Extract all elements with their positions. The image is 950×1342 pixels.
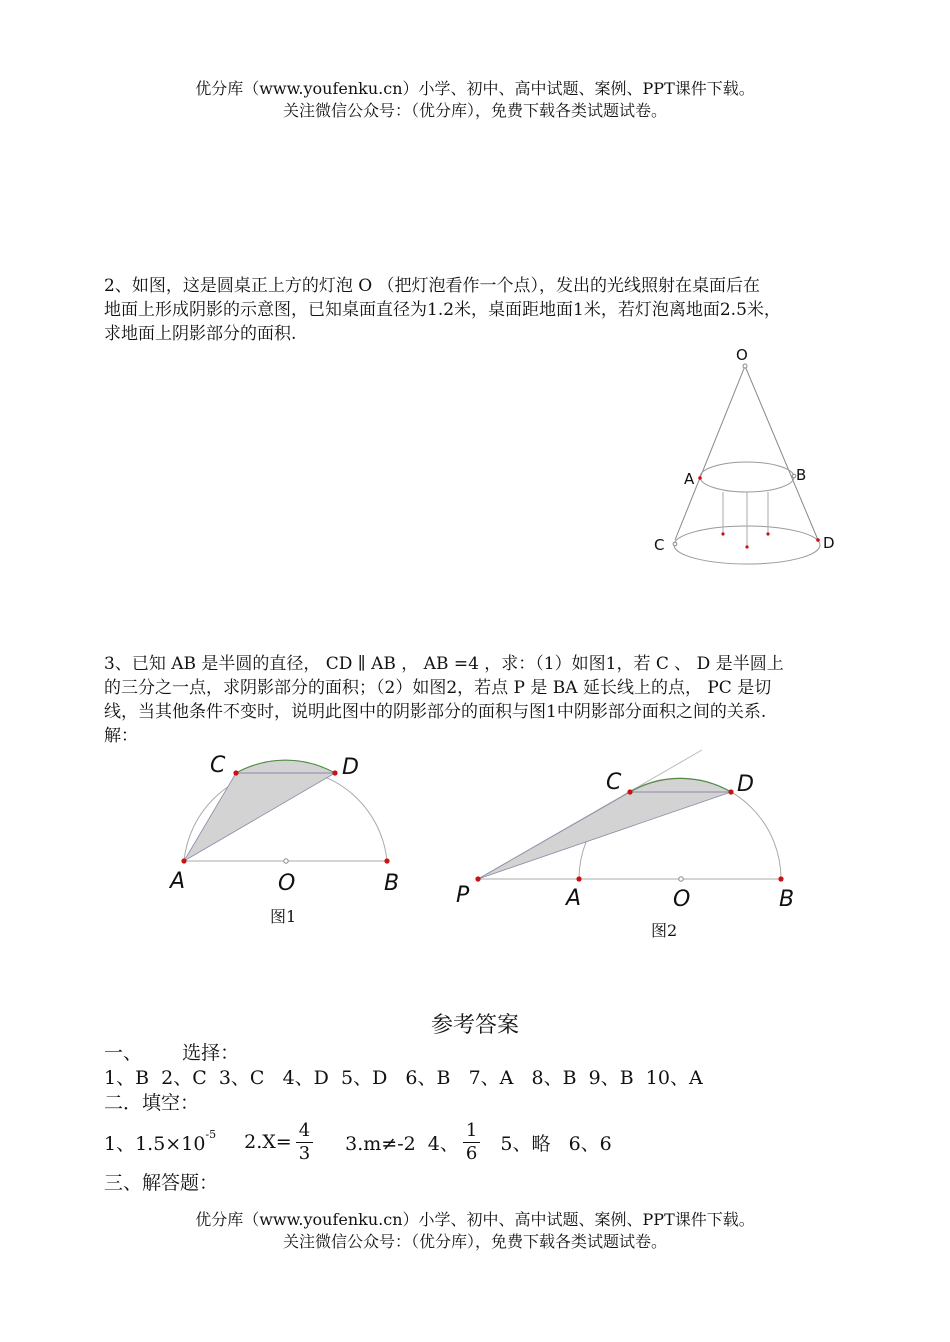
- lamp-table-figure: [640, 340, 850, 572]
- choice-answers: 1、B 2、C 3、C 4、D 5、D 6、B 7、A 8、B 9、B 10、A: [104, 1067, 703, 1089]
- light-ray-left: [675, 366, 745, 540]
- answers-section-3-heading: 三、解答题：: [104, 1172, 219, 1194]
- leg-foot-right: [766, 532, 769, 535]
- page-header: [0, 78, 950, 122]
- q3-line-3: 线，当其他条件不变时，说明此图中的阴影部分的面积与图1中阴影部分面积之间的关系.: [104, 702, 767, 722]
- leg-foot-left: [721, 532, 724, 535]
- label-o: O: [736, 346, 748, 364]
- q3-line-4: 解：: [104, 726, 138, 746]
- label-a: A: [566, 886, 582, 911]
- fill-answer-3-4: 3.m≠-2 4、: [345, 1132, 459, 1155]
- label-d: D: [823, 534, 835, 552]
- point-p: [475, 876, 480, 881]
- point-b: [778, 876, 783, 881]
- label-a: A: [684, 470, 695, 488]
- point-c: [233, 770, 238, 775]
- point-o: [679, 877, 683, 881]
- point-c: [673, 542, 677, 546]
- footer-line-1: 优分库（www.youfenku.cn）小学、初中、高中试题、案例、PPT课件下载。: [195, 1210, 755, 1229]
- point-b: [384, 858, 389, 863]
- label-a: A: [170, 869, 186, 894]
- label-p: P: [456, 883, 470, 908]
- fraction-numerator: 4: [296, 1120, 313, 1143]
- header-line-1: 优分库（www.youfenku.cn）小学、初中、高中试题、案例、PPT课件下载。: [195, 79, 755, 98]
- fill-answers: [104, 1114, 612, 1170]
- header-line-2: 关注微信公众号：（优分库），免费下载各类试题试卷。: [282, 101, 667, 120]
- q2-line-3: 求地面上阴影部分的面积.: [104, 324, 297, 344]
- q3-line-1: 3、已知 AB 是半圆的直径， CD ∥ AB ， AB =4 ，求：（1）如图1，若 C 、 D 是半圆上: [104, 654, 784, 674]
- label-d: D: [342, 755, 359, 780]
- fill-answer-1: 1、1.5×10: [104, 1132, 206, 1155]
- point-a: [576, 876, 581, 881]
- answers-title: 参考答案: [430, 1013, 519, 1038]
- question-3: [104, 652, 864, 748]
- figure-1-caption: 图1: [270, 907, 297, 926]
- q2-line-2: 地面上形成阴影的示意图，已知桌面直径为1.2米，桌面距地面1米，若灯泡离地面2.5米，: [104, 300, 781, 320]
- shaded-region: [184, 760, 335, 861]
- point-d: [816, 538, 820, 542]
- figure-2-caption: 图2: [651, 921, 678, 940]
- label-c: C: [606, 770, 622, 795]
- point-o: [743, 364, 747, 368]
- semicircle-figure-2: [450, 745, 810, 915]
- table-top-ellipse: [700, 462, 794, 492]
- fraction-numerator: 1: [463, 1120, 480, 1143]
- leg-foot-middle: [745, 545, 748, 548]
- fill-answer-1-exponent: -5: [205, 1128, 217, 1141]
- label-c: C: [210, 753, 226, 778]
- point-d: [332, 770, 337, 775]
- fill-answer-5-6: 5、略 6、6: [500, 1132, 612, 1155]
- section-1-label: 选择：: [182, 1042, 240, 1064]
- fraction-denominator: 6: [465, 1142, 478, 1164]
- q2-line-1: 2、如图，这是圆桌正上方的灯泡 O （把灯泡看作一个点），发出的光线照射在桌面后在: [104, 276, 761, 296]
- label-b: B: [796, 466, 807, 484]
- light-ray-right: [745, 366, 818, 540]
- point-a: [181, 858, 186, 863]
- fraction-denominator: 3: [298, 1142, 311, 1164]
- point-a: [698, 476, 702, 480]
- point-o: [284, 859, 288, 863]
- shaded-region: [478, 778, 731, 879]
- point-d: [728, 789, 733, 794]
- semicircle-figure-1: [160, 748, 410, 900]
- label-b: B: [384, 871, 400, 896]
- label-o: O: [673, 887, 691, 912]
- footer-line-2: 关注微信公众号：（优分库），免费下载各类试题试卷。: [282, 1232, 667, 1251]
- answers-section-1-heading: [104, 1038, 239, 1065]
- fill-answer-2: 2.X=: [244, 1131, 292, 1153]
- label-o: O: [278, 871, 296, 896]
- q3-line-2: 的三分之一点，求阴影部分的面积；（2）如图2，若点 P 是 BA 延长线上的点， PC 是切: [104, 678, 772, 698]
- section-1-number: 一、: [104, 1042, 143, 1064]
- fraction-4-3: [296, 1120, 313, 1165]
- page-footer: [0, 1209, 950, 1253]
- label-b: B: [779, 887, 795, 912]
- label-d: D: [737, 772, 754, 797]
- answers-section-2-heading: 二．填空：: [104, 1092, 200, 1114]
- point-c: [627, 789, 632, 794]
- question-2: [104, 274, 864, 346]
- fraction-1-6: [463, 1120, 480, 1165]
- label-c: C: [654, 536, 665, 554]
